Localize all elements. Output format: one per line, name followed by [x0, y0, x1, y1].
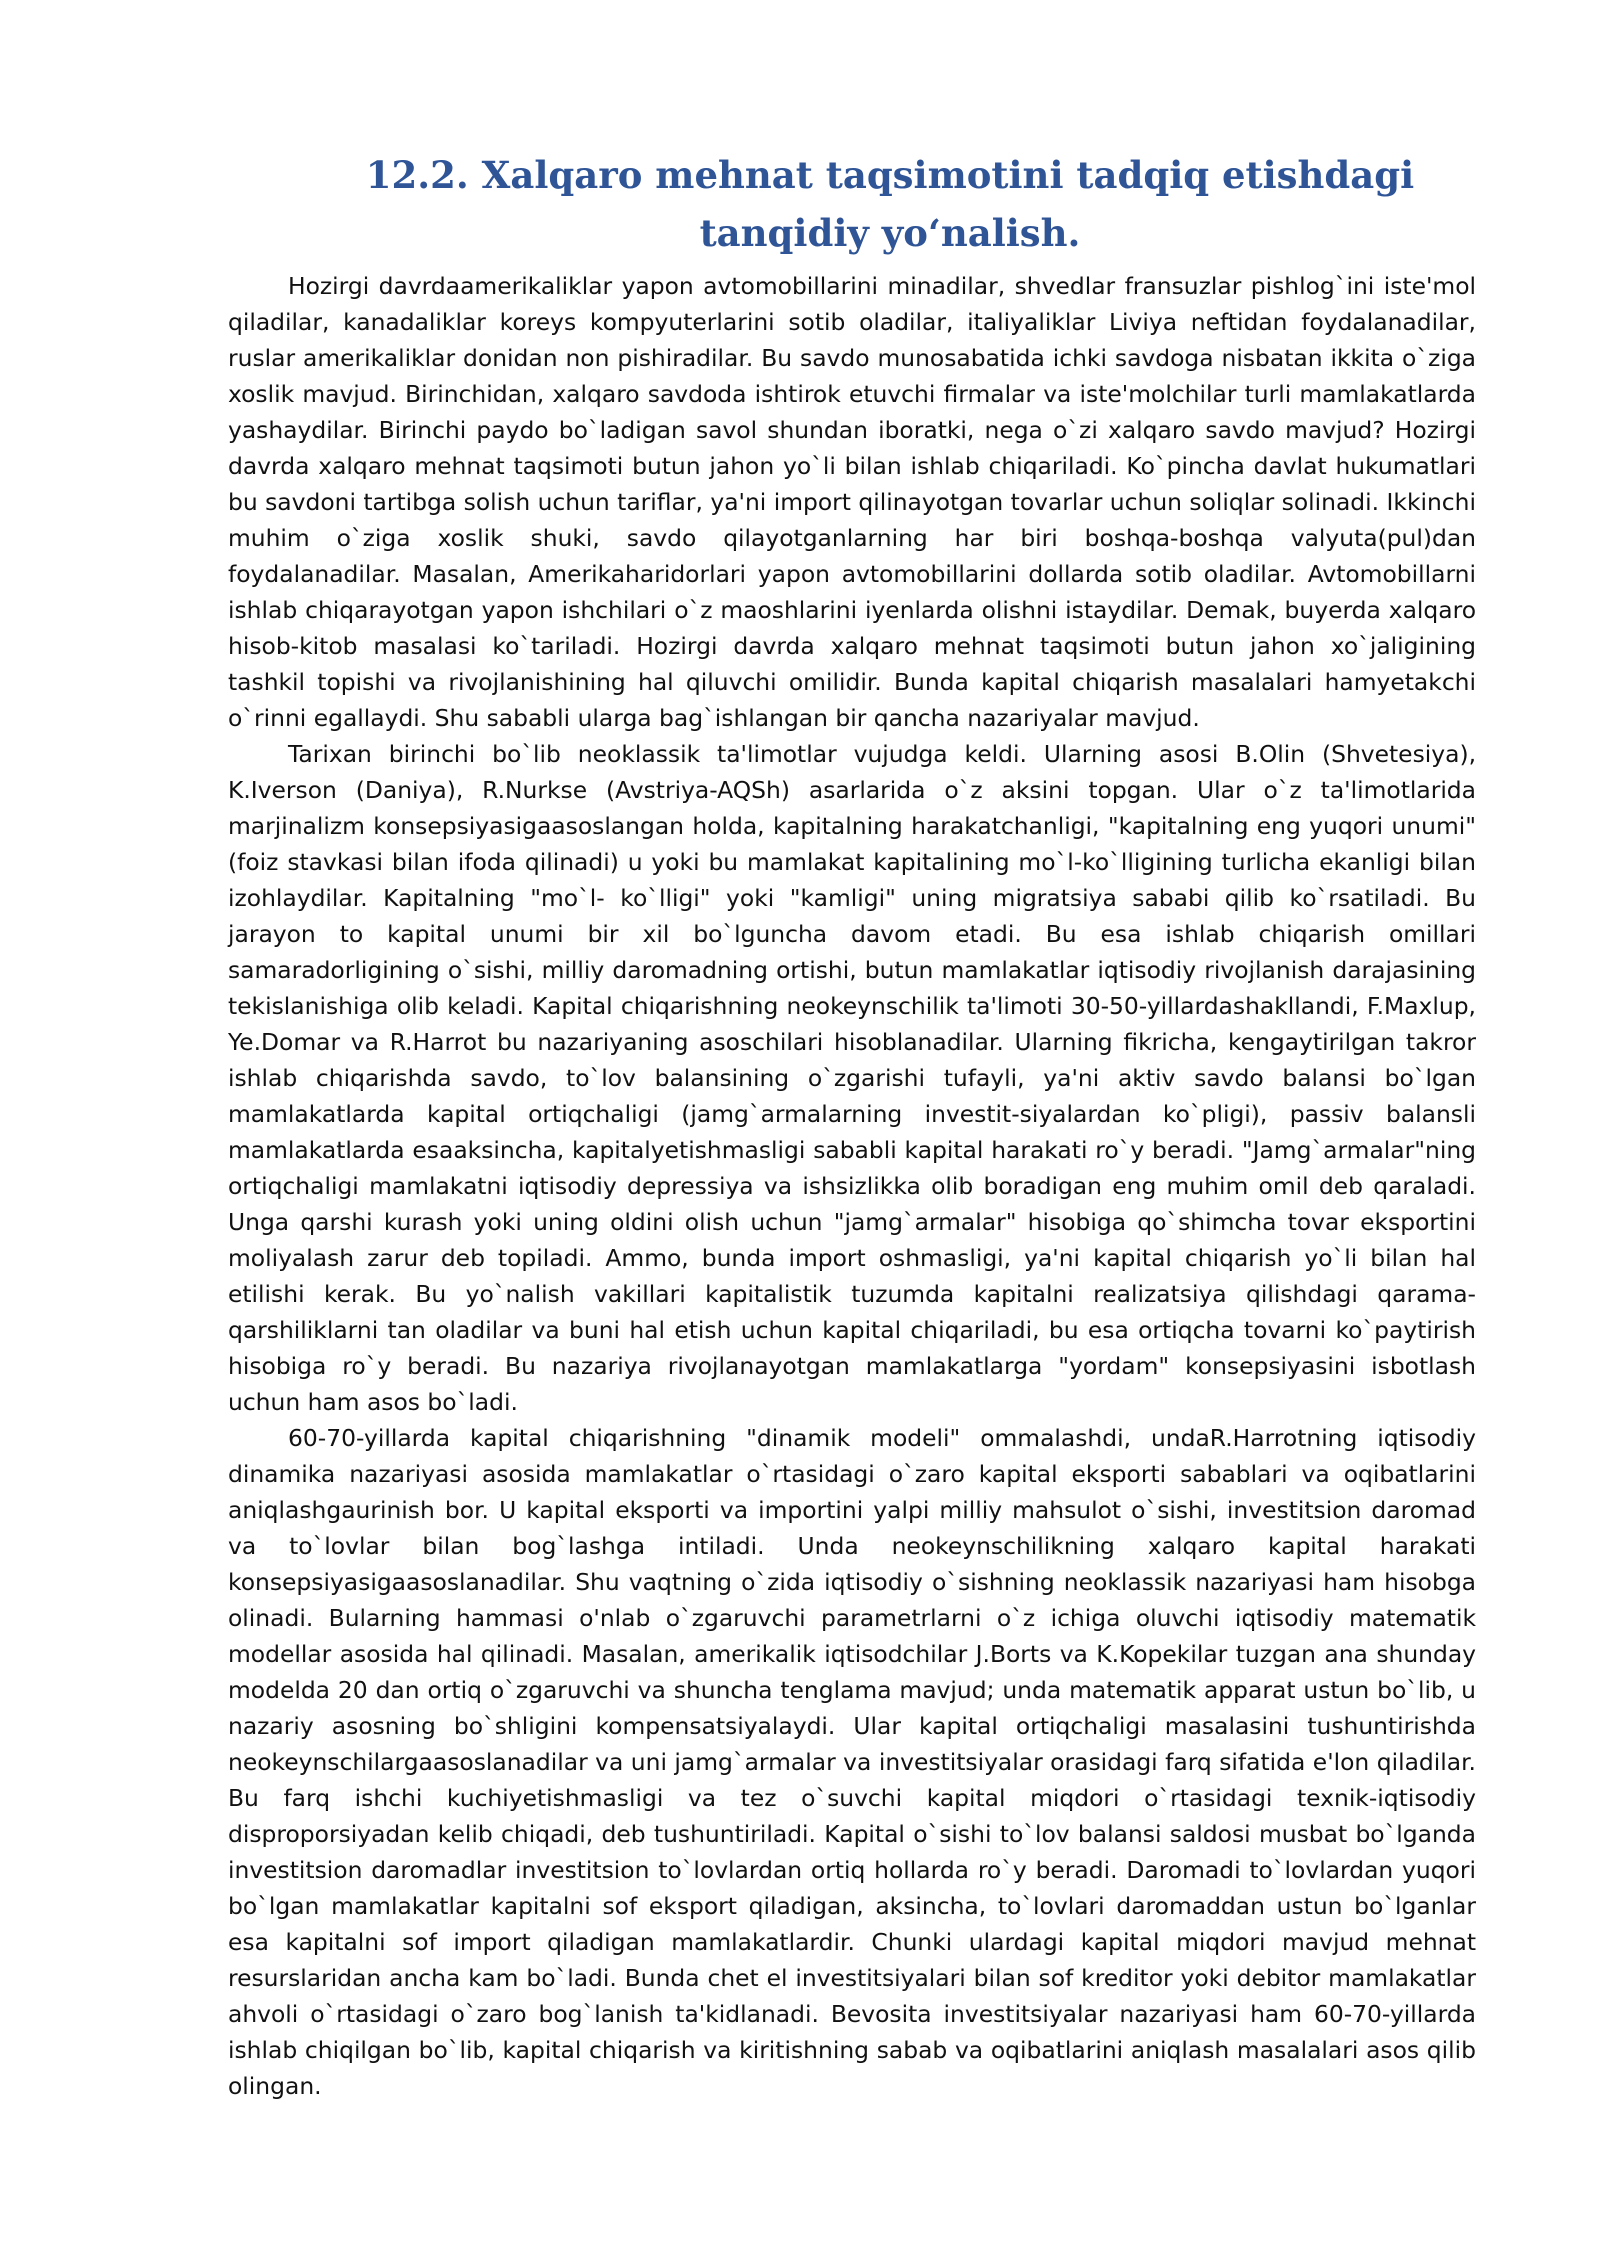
section-heading: 12.2. Xalqaro mehnat taqsimotini tadqiq etishdagi tanqidiy yo‘nalish.	[365, 153, 1415, 255]
paragraph-3: 60-70-yillarda kapital chiqarishning "dinamik modeli" ommalashdi, undaR.Harrotning iqtisodiy dinamika nazariyasi asosida mamlakatlar o`rtasidagi o`zaro kapital eksporti sabablari va oqibatlarini aniqlashgaurinish bor. U kapital eksporti va importini yalpi milliy mahsulot o`sishi, investitsion daromad va to`lovlar bilan bog`lashga intiladi. Unda neokeynschilikning xalqaro kapital harakati konsepsiyasigaasoslanadilar. Shu vaqtning o`zida iqtisodiy o`sishning neoklassik nazariyasi ham hisobga olinadi. Bularning hammasi o'nlab o`zgaruvchi parametrlarni o`z ichiga oluvchi iqtisodiy matematik modellar asosida hal qilinadi. Masalan, amerikalik iqtisodchilar J.Borts va K.Kopekilar tuzgan ana shunday modelda 20 dan ortiq o`zgaruvchi va shuncha tenglama mavjud; unda matematik apparat ustun bo`lib, u nazariy asosning bo`shligini kompensatsiyalaydi. Ular kapital ortiqchaligi masalasini tushuntirishda neokeynschilargaasoslanadilar va uni jamg`armalar va investitsiyalar orasidagi farq sifatida e'lon qiladilar. Bu farq ishchi kuchiyetishmasligi va tez o`suvchi kapital miqdori o`rtasidagi texnik-iqtisodiy disproporsiyadan kelib chiqadi, deb tushuntiriladi. Kapital o`sishi to`lov balansi saldosi musbat bo`lganda investitsion daromadlar investitsion to`lovlardan ortiq hollarda ro`y beradi. Daromadi to`lovlardan yuqori bo`lgan mamlakatlar kapitalni sof eksport qiladigan, aksincha, to`lovlari daromaddan ustun bo`lganlar esa kapitalni sof import qiladigan mamlakatlardir. Chunki ulardagi kapital miqdori mavjud mehnat resurslaridan ancha kam bo`ladi. Bunda chet el investitsiyalari bilan sof kreditor yoki debitor mamlakatlar ahvoli o`rtasidagi o`zaro bog`lanish ta'kidlanadi. Bevosita investitsiyalar nazariyasi ham 60-70-yillarda ishlab chiqilgan bo`lib, kapital chiqarish va kiritishning sabab va oqibatlarini aniqlash masalalari asos qilib olingan.	[228, 1424, 1476, 2100]
document-body	[228, 268, 1476, 2104]
paragraph-2: Tarixan birinchi bo`lib neoklassik ta'limotlar vujudga keldi. Ularning asosi B.Olin (Shvetesiya), K.Iverson (Daniya), R.Nurkse (Avstriya-AQSh) asarlarida o`z aksini topgan. Ular o`z ta'limotlarida marjinalizm konsepsiyasigaasoslangan holda, kapitalning harakatchanligi, "kapitalning eng yuqori unumi"(foiz stavkasi bilan ifoda qilinadi) u yoki bu mamlakat kapitalining mo`l-ko`lligining turlicha ekanligi bilan izohlaydilar. Kapitalning "mo`l- ko`lligi" yoki "kamligi" uning migratsiya sababi qilib ko`rsatiladi. Bu jarayon to kapital unumi bir xil bo`lguncha davom etadi. Bu esa ishlab chiqarish omillari samaradorligining o`sishi, milliy daromadning ortishi, butun mamlakatlar iqtisodiy rivojlanish darajasining tekislanishiga olib keladi. Kapital chiqarishning neokeynschilik ta'limoti 30-50-yillardashakllandi, F.Maxlup, Ye.Domar va R.Harrot bu nazariyaning asoschilari hisoblanadilar. Ularning fikricha, kengaytirilgan takror ishlab chiqarishda savdo, to`lov balansining o`zgarishi tufayli, ya'ni aktiv savdo balansi bo`lgan mamlakatlarda kapital ortiqchaligi (jamg`armalarning investit-siyalardan ko`pligi), passiv balansli mamlakatlarda esaaksincha, kapitalyetishmasligi sababli kapital harakati ro`y beradi. "Jamg`armalar"ning ortiqchaligi mamlakatni iqtisodiy depressiya va ishsizlikka olib boradigan eng muhim omil deb qaraladi. Unga qarshi kurash yoki uning oldini olish uchun "jamg`armalar" hisobiga qo`shimcha tovar eksportini moliyalash zarur deb topiladi. Ammo, bunda import oshmasligi, ya'ni kapital chiqarish yo`li bilan hal etilishi kerak. Bu yo`nalish vakillari kapitalistik tuzumda kapitalni realizatsiya qilishdagi qarama-qarshiliklarni tan oladilar va buni hal etish uchun kapital chiqariladi, bu esa ortiqcha tovarni ko`paytirish hisobiga ro`y beradi. Bu nazariya rivojlanayotgan mamlakatlarga "yordam" konsepsiyasini isbotlash uchun ham asos bo`ladi.	[228, 740, 1476, 1416]
paragraph-1: Hozirgi davrdaamerikaliklar yapon avtomobillarini minadilar, shvedlar fransuzlar pishlog`ini iste'mol qiladilar, kanadaliklar koreys kompyuterlarini sotib oladilar, italiyaliklar Liviya neftidan foydalanadilar, ruslar amerikaliklar donidan non pishiradilar. Bu savdo munosabatida ichki savdoga nisbatan ikkita o`ziga xoslik mavjud. Birinchidan, xalqaro savdoda ishtirok etuvchi firmalar va iste'molchilar turli mamlakatlarda yashaydilar. Birinchi paydo bo`ladigan savol shundan iboratki, nega o`zi xalqaro savdo mavjud? Hozirgi davrda xalqaro mehnat taqsimoti butun jahon yo`li bilan ishlab chiqariladi. Ko`pincha davlat hukumatlari bu savdoni tartibga solish uchun tariflar, ya'ni import qilinayotgan tovarlar uchun soliqlar solinadi. Ikkinchi muhim o`ziga xoslik shuki, savdo qilayotganlarning har biri boshqa-boshqa valyuta(pul)dan foydalanadilar. Masalan, Amerikaharidorlari yapon avtomobillarini dollarda sotib oladilar. Avtomobillarni ishlab chiqarayotgan yapon ishchilari o`z maoshlarini iyenlarda olishni istaydilar. Demak, buyerda xalqaro hisob-kitob masalasi ko`tariladi. Hozirgi davrda xalqaro mehnat taqsimoti butun jahon xo`jaligining tashkil topishi va rivojlanishining hal qiluvchi omilidir. Bunda kapital chiqarish masalalari hamyetakchi o`rinni egallaydi. Shu sababli ularga bag`ishlangan bir qancha nazariyalar mavjud.	[228, 272, 1476, 732]
